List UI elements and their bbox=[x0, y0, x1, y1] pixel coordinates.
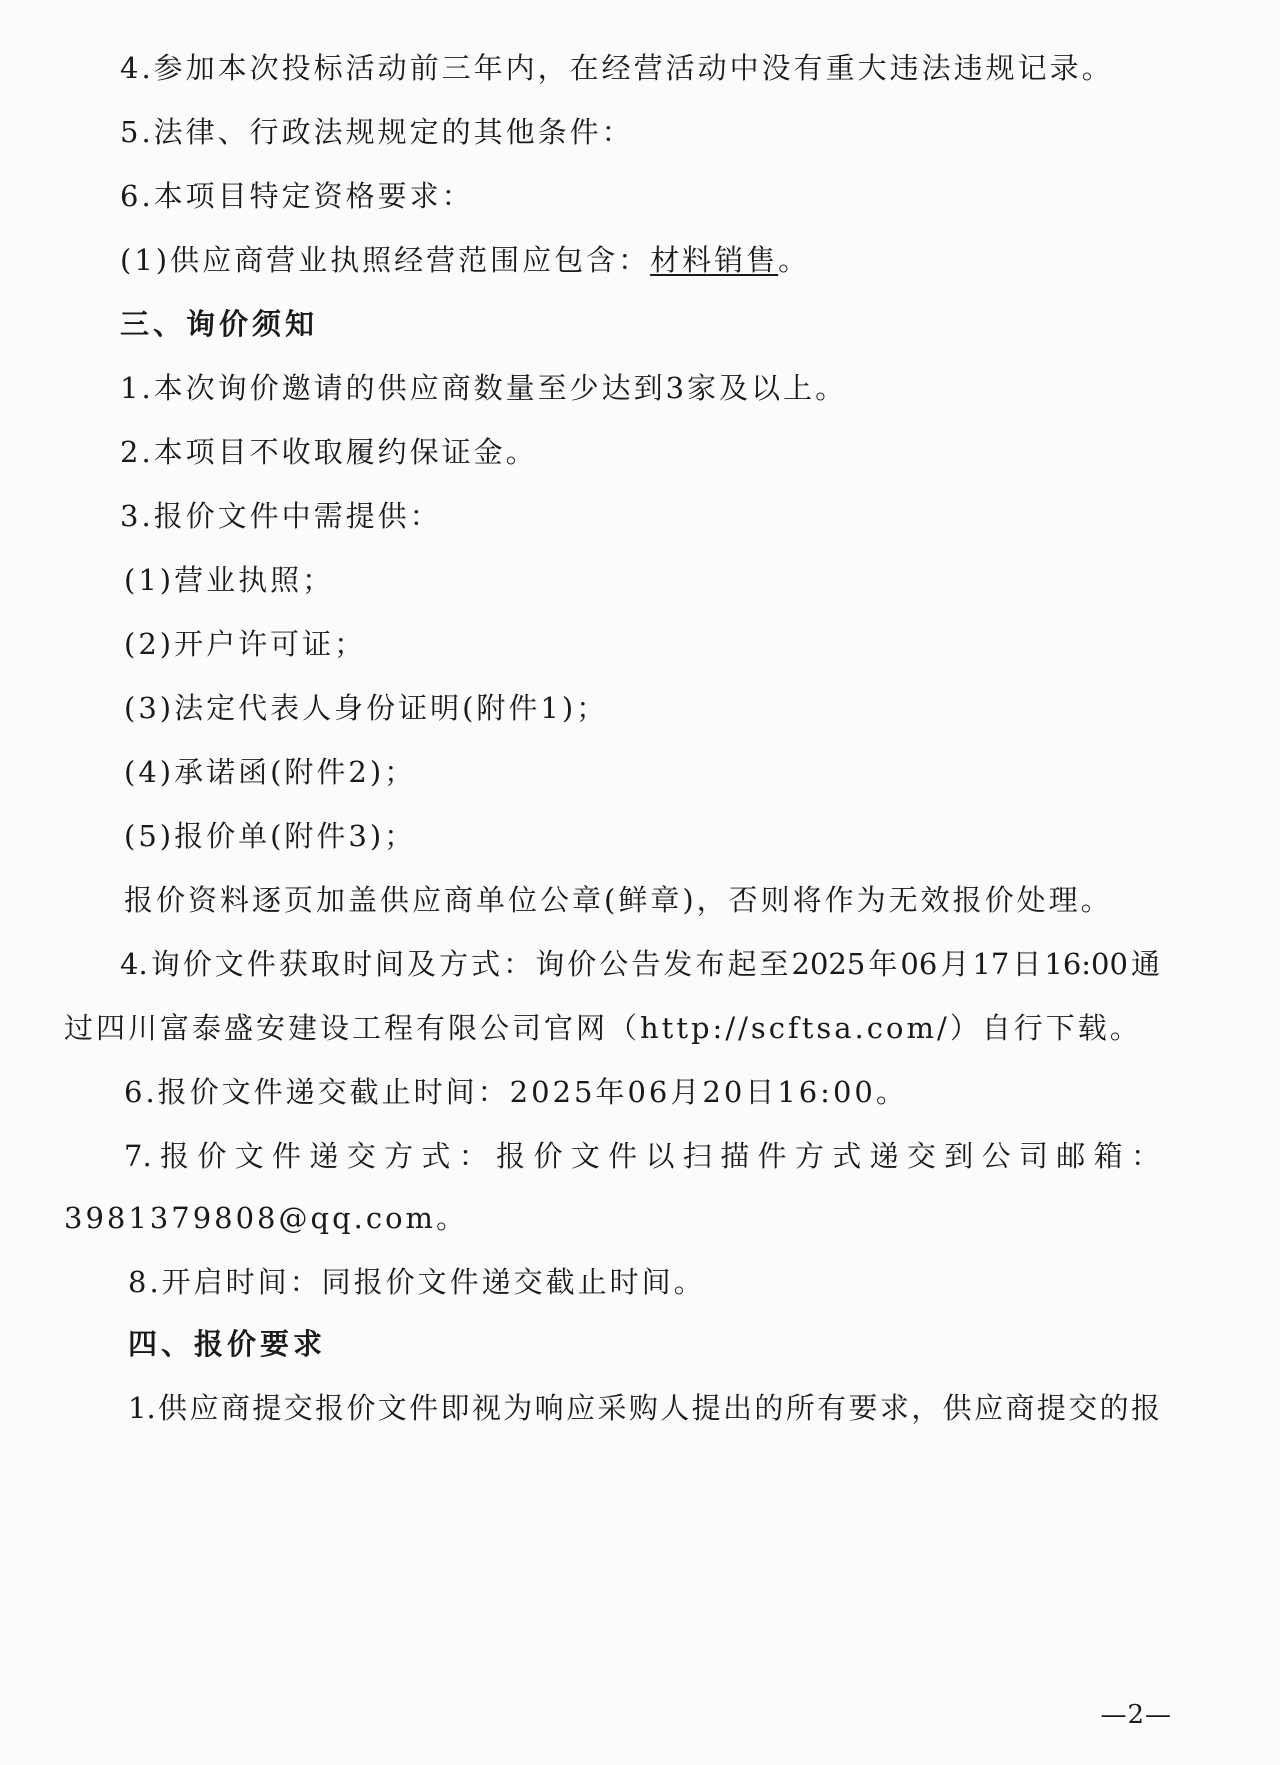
seal-requirement: 报价资料逐页加盖供应商单位公章(鲜章)，否则将作为无效报价处理。 bbox=[124, 883, 1113, 917]
notice-item-4-line-2: 过四川富泰盛安建设工程有限公司官网（http://scftsa.com/）自行下载。 bbox=[64, 1011, 1142, 1045]
qualification-item-5: 5.法律、行政法规规定的其他条件： bbox=[120, 115, 634, 149]
required-doc-1: (1)营业执照； bbox=[124, 563, 335, 597]
business-scope-underlined: 材料销售 bbox=[650, 243, 779, 277]
qualification-item-4: 4.参加本次投标活动前三年内，在经营活动中没有重大违法违规记录。 bbox=[120, 51, 1114, 85]
notice-item-7-line-1: 7.报价文件递交方式：报价文件以扫描件方式递交到公司邮箱： bbox=[124, 1139, 1160, 1173]
business-scope-period: 。 bbox=[778, 243, 811, 277]
section-heading-inquiry-notice: 三、询价须知 bbox=[120, 307, 319, 341]
section-heading-quote-requirements: 四、报价要求 bbox=[128, 1327, 327, 1361]
qualification-subitem-1 bbox=[120, 240, 810, 280]
notice-item-8: 8.开启时间：同报价文件递交截止时间。 bbox=[128, 1265, 706, 1299]
notice-item-2: 2.本项目不收取履约保证金。 bbox=[120, 435, 538, 469]
qualification-subitem-1-text: (1)供应商营业执照经营范围应包含： bbox=[120, 243, 651, 277]
quote-requirement-1: 1.供应商提交报价文件即视为响应采购人提出的所有要求，供应商提交的报 bbox=[128, 1391, 1160, 1425]
required-doc-2: (2)开户许可证； bbox=[124, 627, 367, 661]
notice-item-6: 6.报价文件递交截止时间：2025年06月20日16:00。 bbox=[124, 1075, 908, 1109]
notice-item-7-email: 3981379808@qq.com。 bbox=[64, 1201, 469, 1235]
notice-item-3: 3.报价文件中需提供： bbox=[120, 499, 442, 533]
required-doc-4: (4)承诺函(附件2)； bbox=[124, 755, 417, 789]
notice-item-4-line-1: 4.询价文件获取时间及方式：询价公告发布起至2025年06月17日16:00通 bbox=[120, 947, 1160, 981]
required-doc-5: (5)报价单(附件3)； bbox=[124, 819, 417, 853]
page-number: —2— bbox=[1100, 1700, 1172, 1730]
notice-item-1: 1.本次询价邀请的供应商数量至少达到3家及以上。 bbox=[120, 371, 848, 405]
required-doc-3: (3)法定代表人身份证明(附件1)； bbox=[124, 691, 609, 725]
qualification-item-6: 6.本项目特定资格要求： bbox=[120, 179, 474, 213]
